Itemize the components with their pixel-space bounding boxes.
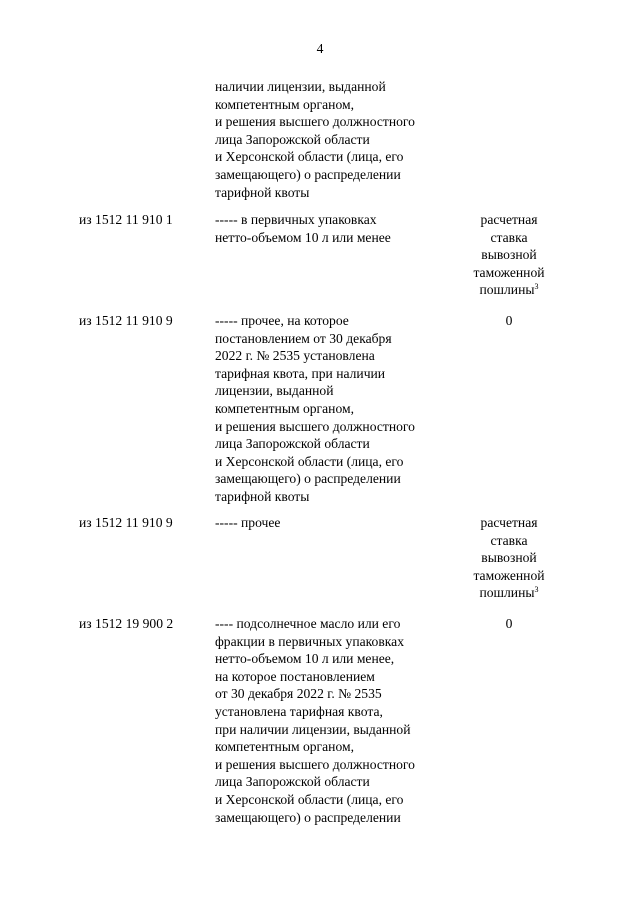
description-line: установлена тарифная квота, <box>215 703 383 719</box>
description-line: лица Запорожской области <box>215 131 370 147</box>
description-line: тарифной квоты <box>215 488 310 504</box>
description-line: фракции в первичных упаковках <box>215 633 404 649</box>
row-description <box>215 312 455 506</box>
description-line: лица Запорожской области <box>215 774 370 790</box>
rate-line: вывозной <box>481 247 537 263</box>
description-line: нетто-объемом 10 л или менее, <box>215 651 395 667</box>
rate-line: расчетная <box>480 515 538 530</box>
rate-line: 0 <box>505 313 513 328</box>
rate-line: 0 <box>505 616 513 631</box>
tariff-code: из 1512 11 910 9 <box>79 313 173 328</box>
description-line: и Херсонской области (лица, его <box>215 453 404 469</box>
description-line: и решения высшего должностного <box>215 418 415 434</box>
page-number: 4 <box>316 41 324 56</box>
rate-line: пошлины <box>479 282 535 298</box>
rate-line: таможенной <box>473 264 545 280</box>
continuation-description <box>215 78 455 201</box>
rate-line: ставка <box>490 532 528 548</box>
rate-line: таможенной <box>473 567 545 583</box>
rate-line: пошлины <box>479 585 535 601</box>
duty-rate <box>458 514 560 602</box>
description-line: компетентным органом, <box>215 400 354 416</box>
description-line: наличии лицензии, выданной <box>215 79 386 94</box>
description-line: 2022 г. № 2535 установлена <box>215 348 375 364</box>
footnote-mark: 3 <box>534 585 539 595</box>
description-line: тарифной квоты <box>215 184 310 200</box>
rate-line: ставка <box>490 229 528 245</box>
rate-line: вывозной <box>481 550 537 566</box>
row-description <box>215 211 455 246</box>
tariff-code: из 1512 11 910 9 <box>79 515 173 530</box>
description-line: от 30 декабря 2022 г. № 2535 <box>215 686 382 702</box>
description-line: и Херсонской области (лица, его <box>215 791 404 807</box>
description-line: ----- прочее, на которое <box>215 313 349 328</box>
row-description <box>215 514 455 532</box>
rate-line-with-footnote <box>458 584 560 602</box>
rate-line-with-footnote <box>458 281 560 299</box>
duty-rate <box>458 211 560 299</box>
description-line: компетентным органом, <box>215 96 354 112</box>
description-line: замещающего) о распределении <box>215 166 401 182</box>
description-line: и решения высшего должностного <box>215 114 415 130</box>
description-line: нетто-объемом 10 л или менее <box>215 229 391 245</box>
tariff-code: из 1512 11 910 1 <box>79 212 173 227</box>
description-line: лица Запорожской области <box>215 436 370 452</box>
description-line: компетентным органом, <box>215 739 354 755</box>
description-line: ----- прочее <box>215 515 281 530</box>
description-line: при наличии лицензии, выданной <box>215 721 411 737</box>
description-line: на которое постановлением <box>215 668 375 684</box>
tariff-code: из 1512 19 900 2 <box>79 616 174 631</box>
rate-line: расчетная <box>480 212 538 227</box>
description-line: замещающего) о распределении <box>215 809 401 825</box>
description-line: постановлением от 30 декабря <box>215 330 392 346</box>
description-line: и решения высшего должностного <box>215 756 415 772</box>
row-description <box>215 615 455 826</box>
description-line: ---- подсолнечное масло или его <box>215 616 401 631</box>
description-line: ----- в первичных упаковках <box>215 212 377 227</box>
description-line: и Херсонской области (лица, его <box>215 149 404 165</box>
description-line: замещающего) о распределении <box>215 471 401 487</box>
footnote-mark: 3 <box>534 282 539 292</box>
description-line: лицензии, выданной <box>215 383 334 399</box>
duty-rate <box>458 312 560 330</box>
duty-rate <box>458 615 560 633</box>
description-line: тарифная квота, при наличии <box>215 365 386 381</box>
